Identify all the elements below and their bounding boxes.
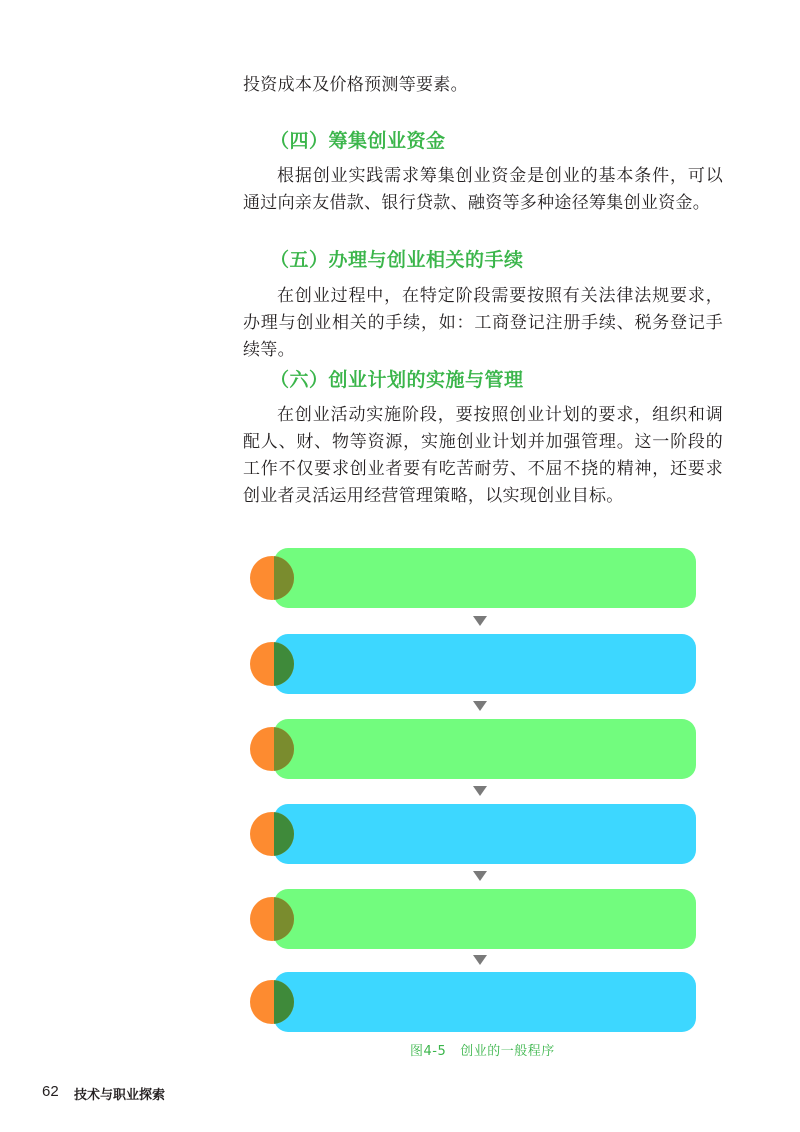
- flow-step-2-bar: [274, 634, 696, 694]
- flow-step-3: [250, 719, 696, 779]
- flow-arrow-4: [473, 871, 487, 881]
- book-title: 技术与职业探索: [74, 1088, 166, 1103]
- figure-label: 图4-5: [410, 1044, 447, 1059]
- flow-arrow-3: [473, 786, 487, 796]
- flow-step-2: [250, 634, 696, 694]
- section-4-heading: （四）筹集创业资金: [270, 130, 446, 152]
- section-6-body: 在创业活动实施阶段，要按照创业计划的要求，组织和调配人、财、物等资源，实施创业计划并加强管理。这一阶段的工作不仅要求创业者要有吃苦耐劳、不屈不挠的精神，还要求创业者灵活运用经营管理策略，以实现创业目标。: [243, 405, 723, 506]
- flow-step-5: [250, 889, 696, 949]
- section-6-heading: （六）创业计划的实施与管理: [270, 369, 524, 391]
- flow-step-5-marker: [250, 897, 294, 941]
- flow-step-3-bar: [274, 719, 696, 779]
- flow-step-6: [250, 972, 696, 1032]
- flow-step-1-marker: [250, 556, 294, 600]
- flow-arrow-1: [473, 616, 487, 626]
- flow-arrow-2: [473, 701, 487, 711]
- flow-step-2-marker: [250, 642, 294, 686]
- section-5-body: 在创业过程中，在特定阶段需要按照有关法律法规要求，办理与创业相关的手续，如：工商登记注册手续、税务登记手续等。: [243, 286, 723, 360]
- flow-step-1-bar: [274, 548, 696, 608]
- figure-caption: [410, 1040, 555, 1059]
- flow-step-5-bar: [274, 889, 696, 949]
- section-5-heading: （五）办理与创业相关的手续: [270, 249, 524, 271]
- flow-step-6-bar: [274, 972, 696, 1032]
- intro-tail-text: 投资成本及价格预测等要素。: [243, 75, 468, 95]
- flow-arrow-5: [473, 955, 487, 965]
- page-number: 62: [42, 1083, 59, 1100]
- flow-step-4: [250, 804, 696, 864]
- flow-step-1: [250, 548, 696, 608]
- section-4-body: 根据创业实践需求筹集创业资金是创业的基本条件，可以通过向亲友借款、银行贷款、融资等多种途径筹集创业资金。: [243, 166, 723, 213]
- flow-step-3-marker: [250, 727, 294, 771]
- figure-caption-text: 创业的一般程序: [460, 1044, 555, 1059]
- flow-step-6-marker: [250, 980, 294, 1024]
- flow-step-4-marker: [250, 812, 294, 856]
- flow-step-4-bar: [274, 804, 696, 864]
